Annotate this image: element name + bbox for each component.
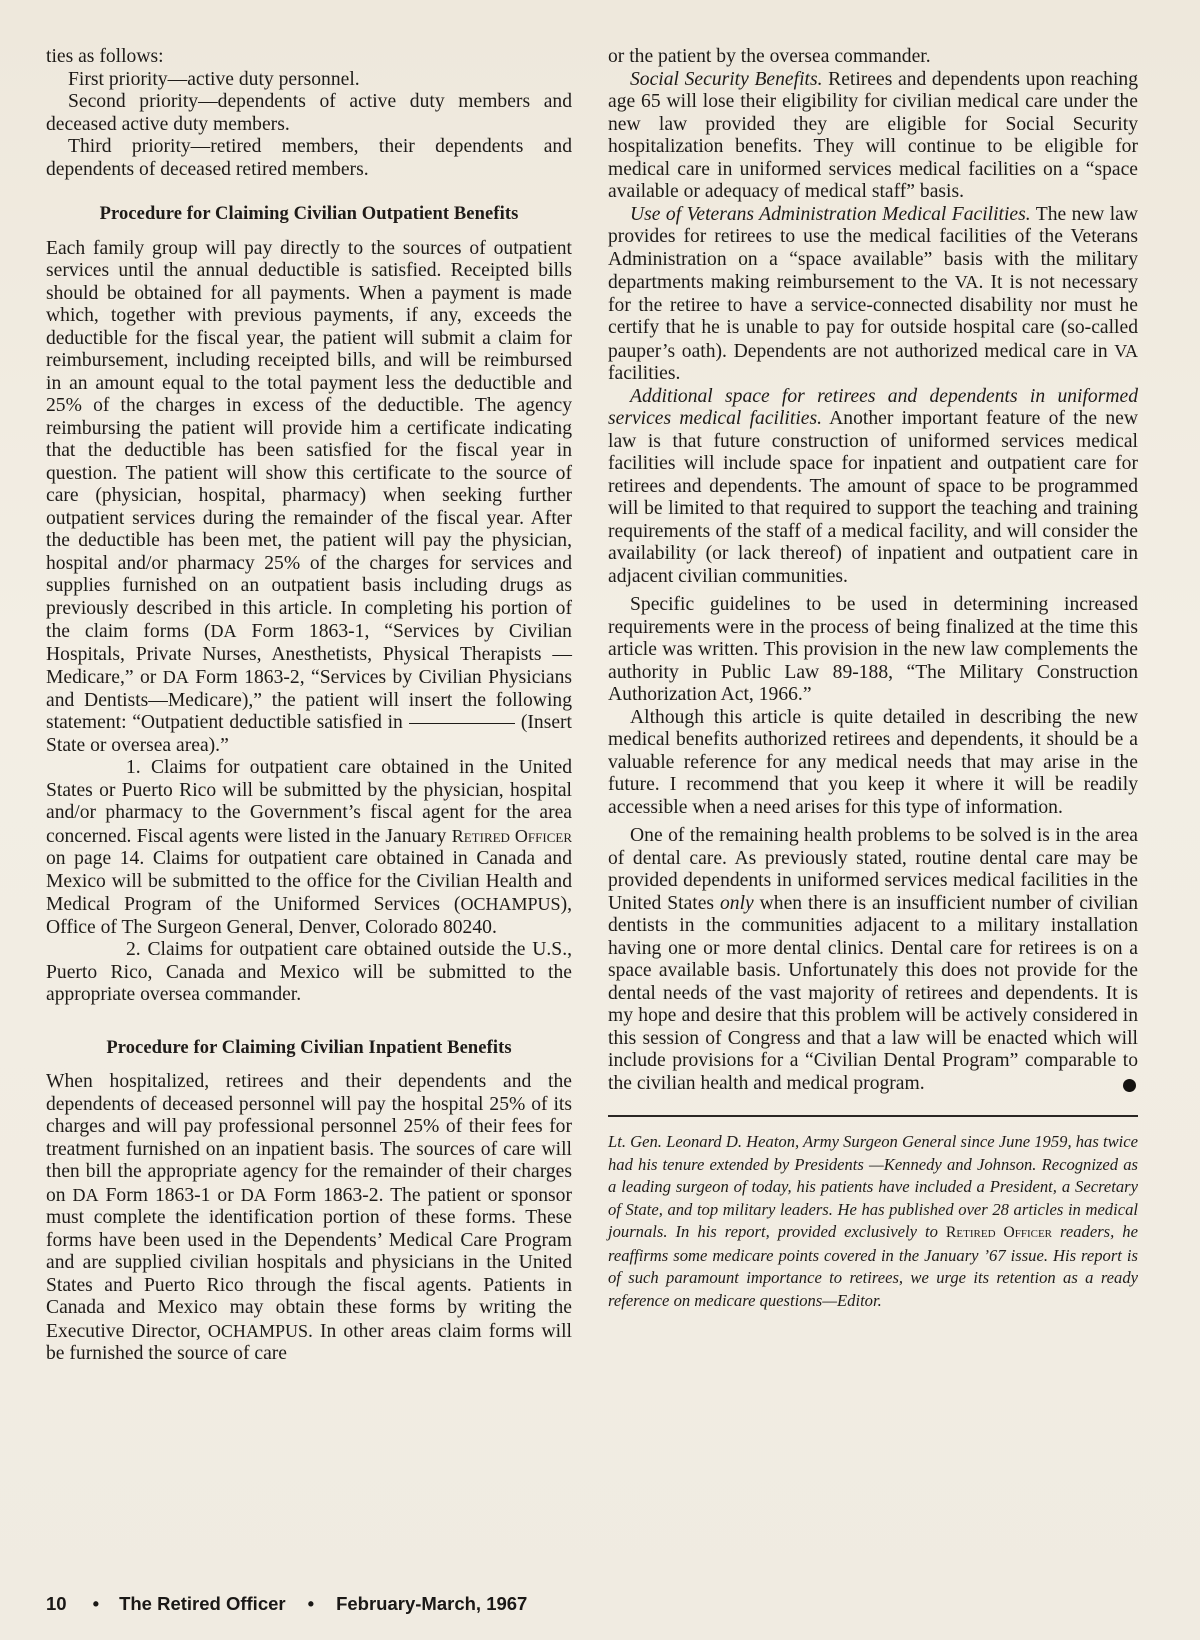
fill-in-blank: [409, 723, 515, 724]
priority-1: First priority—active duty personnel.: [68, 68, 360, 90]
additional-space-paragraph: Additional space for retirees and dependents in uniformed services medical facilities. Another important feature of the new law is that future construction of uniformed services medical facilities will include space for inpatient and outpatient care for retirees and dependents. The amount of space to be programmed will be limited to that required to support the teaching and training requirements of the staff of a medical facility, and will consider the availability (or lack thereof) of inpatient and outpatient care in adjacent civilian communities.: [608, 385, 1138, 587]
continuation-line: or the patient by the oversea commander.: [608, 46, 931, 67]
guidelines-paragraph: Specific guidelines to be used in determining increased requirements were in the process of being finalized at the time this article was written. This provision in the new law complements the authority in Public Law 89-188, “The Military Construction Authorization Act, 1966.”: [608, 594, 1138, 705]
outpatient-paragraph: Each family group will pay directly to the sources of outpatient services until the annual deductible is satisfied. Receipted bills should be obtained for all payments. When a payment is made which, together with previous payments, if any, exceeds the deductible for the fiscal year, the patient will submit a claim for reimbursement, including receipted bills, and will be reimbursed in an amount equal to the total payment less the deductible and 25% of the charges in excess of the deductible. The agency reimbursing the patient will provide him a certificate indicating that the deductible has been satisfied for the fiscal year in question. The patient will show this certificate to the source of care (physician, hospital, pharmacy) when seeking further outpatient services during the remainder of the fiscal year. After the deductible has been met, the patient will pay the physician, hospital and/or pharmacy 25% of the charges for services and supplies furnished on an outpatient basis including drugs as previously described in this article. In completing his portion of the claim forms (DA Form 1863-1, “Services by Civilian Hospitals, Private Nurses, Anesthetists, Physical Therapists —Medicare,” or DA Form 1863-2, “Services by Civilian Physicians and Dentists—Medicare),” the patient will insert the following statement: “Outpatient deductible satisfied in (Insert State or oversea area).”: [46, 237, 572, 756]
priority-2: Second priority—dependents of active duty members and deceased active duty members.: [46, 91, 572, 135]
left-column: [46, 46, 572, 1366]
right-column: [608, 46, 1138, 1312]
heading-outpatient: Procedure for Claiming Civilian Outpatient Benefits: [99, 204, 519, 224]
heading-inpatient: Procedure for Claiming Civilian Inpatient Benefits: [106, 1037, 512, 1058]
although-paragraph: Although this article is quite detailed in describing the new medical benefits authorized retirees and dependents, it should be a valuable reference for any medical needs that may arise in the future. I recommend that you keep it where it will be readily accessible when a need arises for this type of information.: [608, 706, 1138, 818]
outpatient-claims-1: 1. Claims for outpatient care obtained in the United States or Puerto Rico will be submitted by the physician, hospital and/or pharmacy to the Government’s fiscal agent for the area concerned. Fiscal agents were listed in the January Retired Officer on page 14. Claims for outpatient care obtained in Canada and Mexico will be submitted to the office for the Civilian Health and Medical Program of the Uniformed Services (OCHAMPUS), Office of The Surgeon General, Denver, Colorado 80240.: [46, 757, 572, 938]
publication-title: The Retired Officer: [119, 1593, 286, 1614]
end-of-article-bullet-icon: [1123, 1079, 1136, 1092]
intro-line: ties as follows:: [46, 46, 164, 67]
inpatient-paragraph: When hospitalized, retirees and their dependents and the dependents of deceased personnel will pay the hospital 25% of its charges and will pay professional personnel 25% of their fees for treatment furnished on an inpatient basis. The sources of care will then bill the appropriate agency for the remainder of their charges on DA Form 1863-1 or DA Form 1863-2. The patient or sponsor must complete the identification portion of these forms. These forms have been used in the Dependents’ Medical Care Program and are supplied civilian hospitals and physicians in the United States and Puerto Rico through the fiscal agents. Patients in Canada and Mexico may obtain these forms by writing the Executive Director, OCHAMPUS. In other areas claim forms will be furnished the source of care: [46, 1071, 573, 1364]
social-security-paragraph: Social Security Benefits. Retirees and dependents upon reaching age 65 will lose their eligibility for civilian medical care under the new law provided they are eligible for Social Security hospitalization benefits. They will continue to be eligible for medical care in uniformed services medical facilities on a “space available or adequacy of medical staff” basis.: [608, 68, 1138, 202]
dental-paragraph: One of the remaining health problems to be solved is in the area of dental care. As previously stated, routine dental care may be provided dependents in uniformed services medical facilities in the United States only when there is an insufficient number of civilian dentists in the communities adjacent to a military installation having one or more dental clinics. Dental care for retirees is on a space available basis. Unfortunately this does not provide for the dental needs of the vast majority of retirees and dependents. It is my hope and desire that this problem will be actively considered in this session of Congress and that a law will be enacted which will include provisions for a “Civilian Dental Program” comparable to the civilian health and medical program.: [608, 825, 1138, 1094]
outpatient-claims-2: 2. Claims for outpatient care obtained outside the U.S., Puerto Rico, Canada and Mexico will be submitted to the appropriate oversea commander.: [46, 939, 572, 1005]
author-bio: Lt. Gen. Leonard D. Heaton, Army Surgeon General since June 1959, has twice had his tenure extended by Presidents —Kennedy and Johnson. Recognized as a leading surgeon of today, his patients have included a President, a Secretary of State, and top military leaders. He has published over 28 articles in medical journals. In his report, provided exclusively to Retired Officer readers, he reaffirms some medicare points covered in the January ’67 issue. His report is of such paramount importance to retirees, we urge its retention as a ready reference on medicare questions—Editor.: [608, 1132, 1138, 1310]
va-paragraph: Use of Veterans Administration Medical Facilities. The new law provides for retirees to use the medical facilities of the Veterans Administration on a “space available” basis with the military departments making reimbursement to the VA. It is not necessary for the retiree to have a service-connected disability nor must he certify that he is unable to pay for outside hospital care (so-called pauper’s oath). Dependents are not authorized medical care in VA facilities.: [608, 203, 1138, 384]
page-footer: [46, 1593, 527, 1615]
priority-3: Third priority—retired members, their dependents and dependents of deceased retired members.: [46, 136, 572, 180]
issue-date: February-March, 1967: [336, 1593, 528, 1614]
footer-bullet-icon: •: [307, 1593, 315, 1614]
divider-rule: [608, 1115, 1138, 1117]
page-number: 10: [46, 1593, 67, 1614]
footer-bullet-icon: •: [92, 1593, 100, 1614]
